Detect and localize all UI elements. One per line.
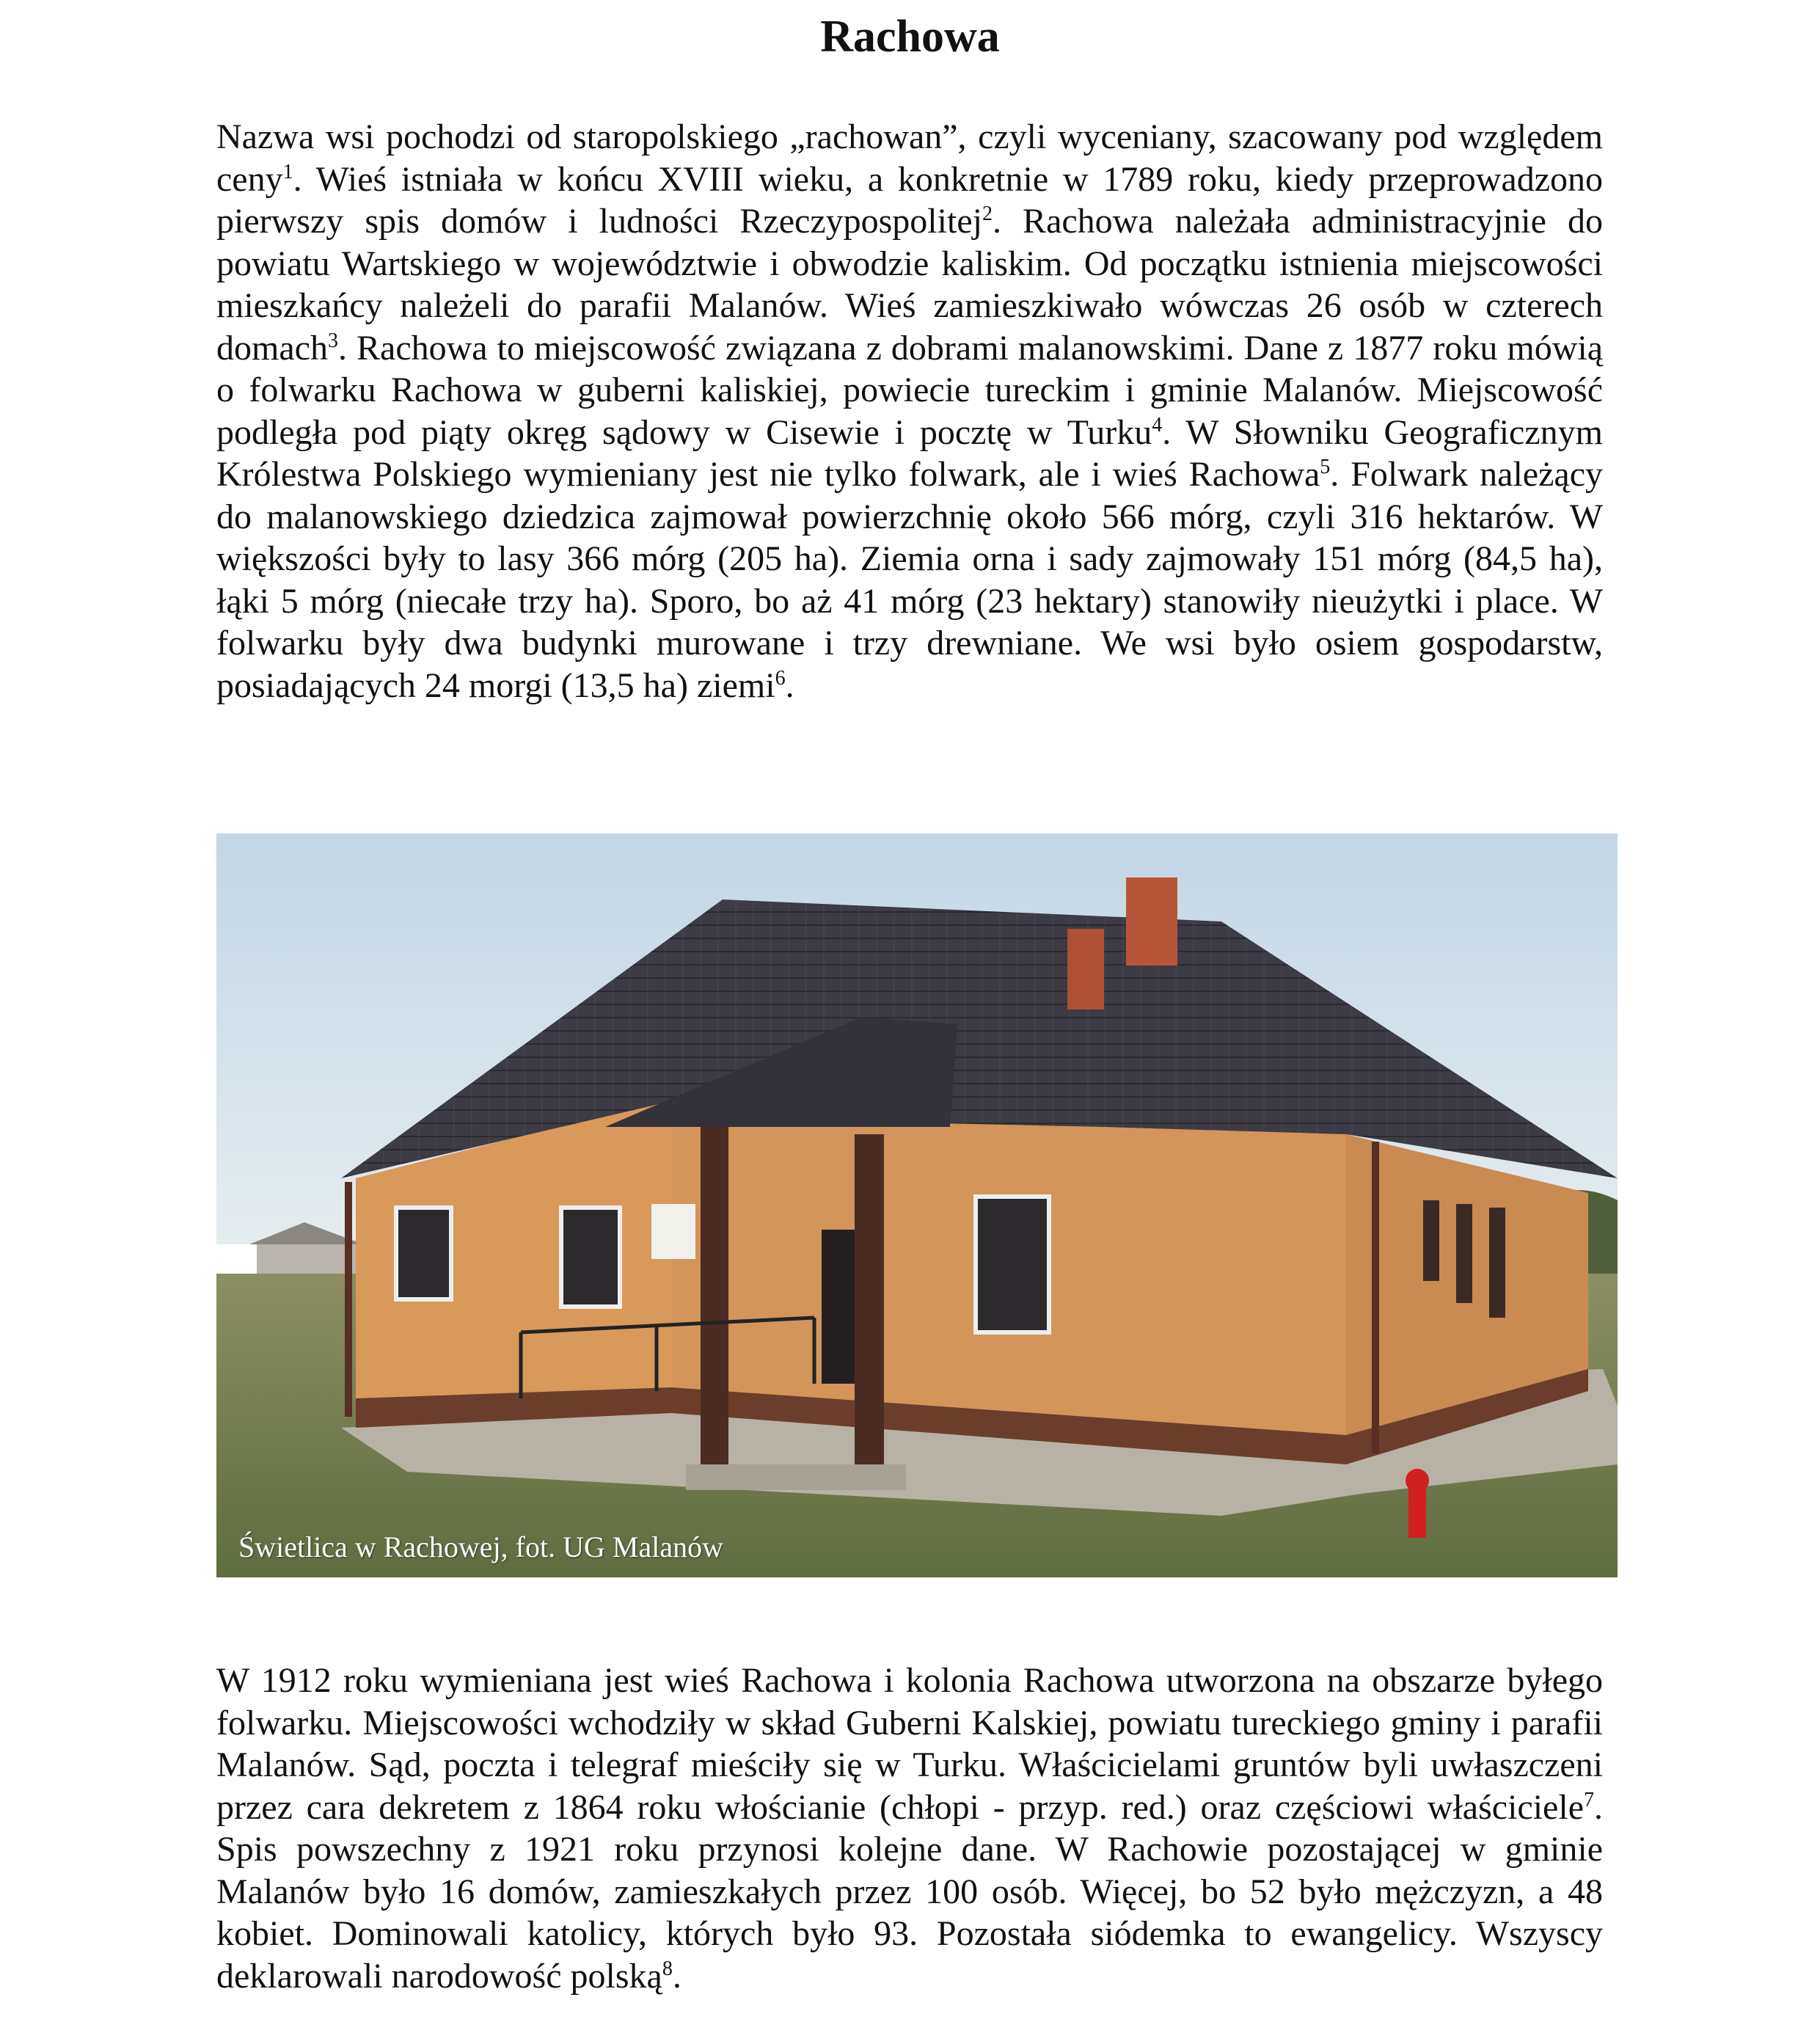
- building-photo: [216, 833, 1618, 1577]
- window-narrow: [1423, 1200, 1439, 1281]
- text-run: . Folwark należący do malanowskiego dziedzica zajmował powierzchnię około 566 mórg, czyli 316 hektarów. W większości były to lasy 366 mórg (205 ha). Ziemia orna i sady zajmowały 151 mórg (84,5 ha), łąki 5 mórg (niecałe trzy ha). Sporo, bo aż 41 mórg (23 hektary) stanowiły nieużytki i place. W folwarku były dwa budynki murowane i trzy drewniane. We wsi było osiem gospodarstw, posiadających 24 morgi (13,5 ha) ziemi: [216, 455, 1603, 705]
- text-run: .: [785, 665, 794, 705]
- paragraph-intro: [216, 116, 1603, 707]
- text-run: W 1912 roku wymieniana jest wieś Rachowa i kolonia Rachowa utworzona na obszarze byłego folwarku. Miejscowości wchodziły w skład Guberni Kalskiej, powiatu tureckiego gminy i parafii Malanów. Sąd, poczta i telegraf mieściły się w Turku. Właścicielami gruntów byli uwłaszczeni przez cara dekretem z 1864 roku włościanie (chłopi - przyp. red.) oraz częściowi właściciele: [216, 1661, 1603, 1827]
- downpipe: [1372, 1142, 1379, 1453]
- porch-post-right: [855, 1134, 884, 1483]
- window: [561, 1208, 620, 1307]
- footnote-ref: 2: [982, 202, 993, 225]
- chimney: [1126, 877, 1177, 966]
- door: [822, 1230, 855, 1384]
- footnote-ref: 3: [327, 329, 338, 352]
- text-run: . Spis powszechny z 1921 roku przynosi kolejne dane. W Rachowie pozostającej w gminie Malanów było 16 domów, zamieszkałych przez 100 osób. Więcej, bo 52 było mężczyzn, a 48 kobiet. Dominowali katolicy, których było 93. Pozostała siódemka to ewangelicy. Wszyscy deklarowali narodowość polską: [216, 1787, 1603, 1996]
- text-run: . Rachowa należała administracyjnie do powiatu Wartskiego w województwie i obwodzie kaliskim. Od początku istnienia miejscowości mieszkańcy należeli do parafii Malanów. Wieś zamieszkiwało wówczas 26 osób w czterech domach: [216, 202, 1604, 368]
- page-title: Rachowa: [820, 12, 1000, 62]
- text-run: Nazwa wsi pochodzi od staropolskiego „rachowan”, czyli wyceniany, szacowany pod względem ceny: [216, 117, 1603, 199]
- window-narrow: [1489, 1208, 1505, 1318]
- paragraph-history: [216, 1660, 1603, 1997]
- window: [396, 1208, 451, 1299]
- text-run: . Rachowa to miejscowość związana z dobrami malanowskimi. Dane z 1877 roku mówią o folwarku Rachowa w guberni kaliskiej, powiecie tureckim i gminie Malanów. Miejscowość podległa pod piąty okręg sądowy w Cisewie i pocztę w Turku: [216, 328, 1603, 452]
- steps: [686, 1464, 906, 1490]
- notice-board: [651, 1204, 695, 1259]
- footnote-ref: 8: [662, 1957, 673, 1980]
- chimney-small: [1067, 929, 1104, 1010]
- window: [976, 1197, 1049, 1332]
- text-run: . W Słowniku Geograficznym Królestwa Polskiego wymieniany jest nie tylko folwark, ale i wieś Rachowa: [216, 412, 1603, 494]
- footnote-ref: 6: [775, 666, 786, 690]
- fire-hydrant-cap: [1406, 1469, 1429, 1492]
- window-narrow: [1456, 1204, 1472, 1303]
- text-run: . Wieś istniała w końcu XVIII wieku, a konkretnie w 1789 roku, kiedy przeprowadzono pierwszy spis domów i ludności Rzeczypospolitej: [216, 159, 1603, 241]
- footnote-ref: 7: [1584, 1788, 1594, 1811]
- downpipe: [345, 1182, 352, 1417]
- footnote-ref: 4: [1152, 413, 1163, 437]
- footnote-ref: 1: [282, 160, 293, 183]
- text-run: .: [672, 1956, 681, 1996]
- photo-caption: Świetlica w Rachowej, fot. UG Malanów: [238, 1530, 723, 1563]
- porch-post-left: [701, 1127, 728, 1472]
- footnote-ref: 5: [1320, 456, 1331, 478]
- photo-illustration: [216, 833, 1618, 1577]
